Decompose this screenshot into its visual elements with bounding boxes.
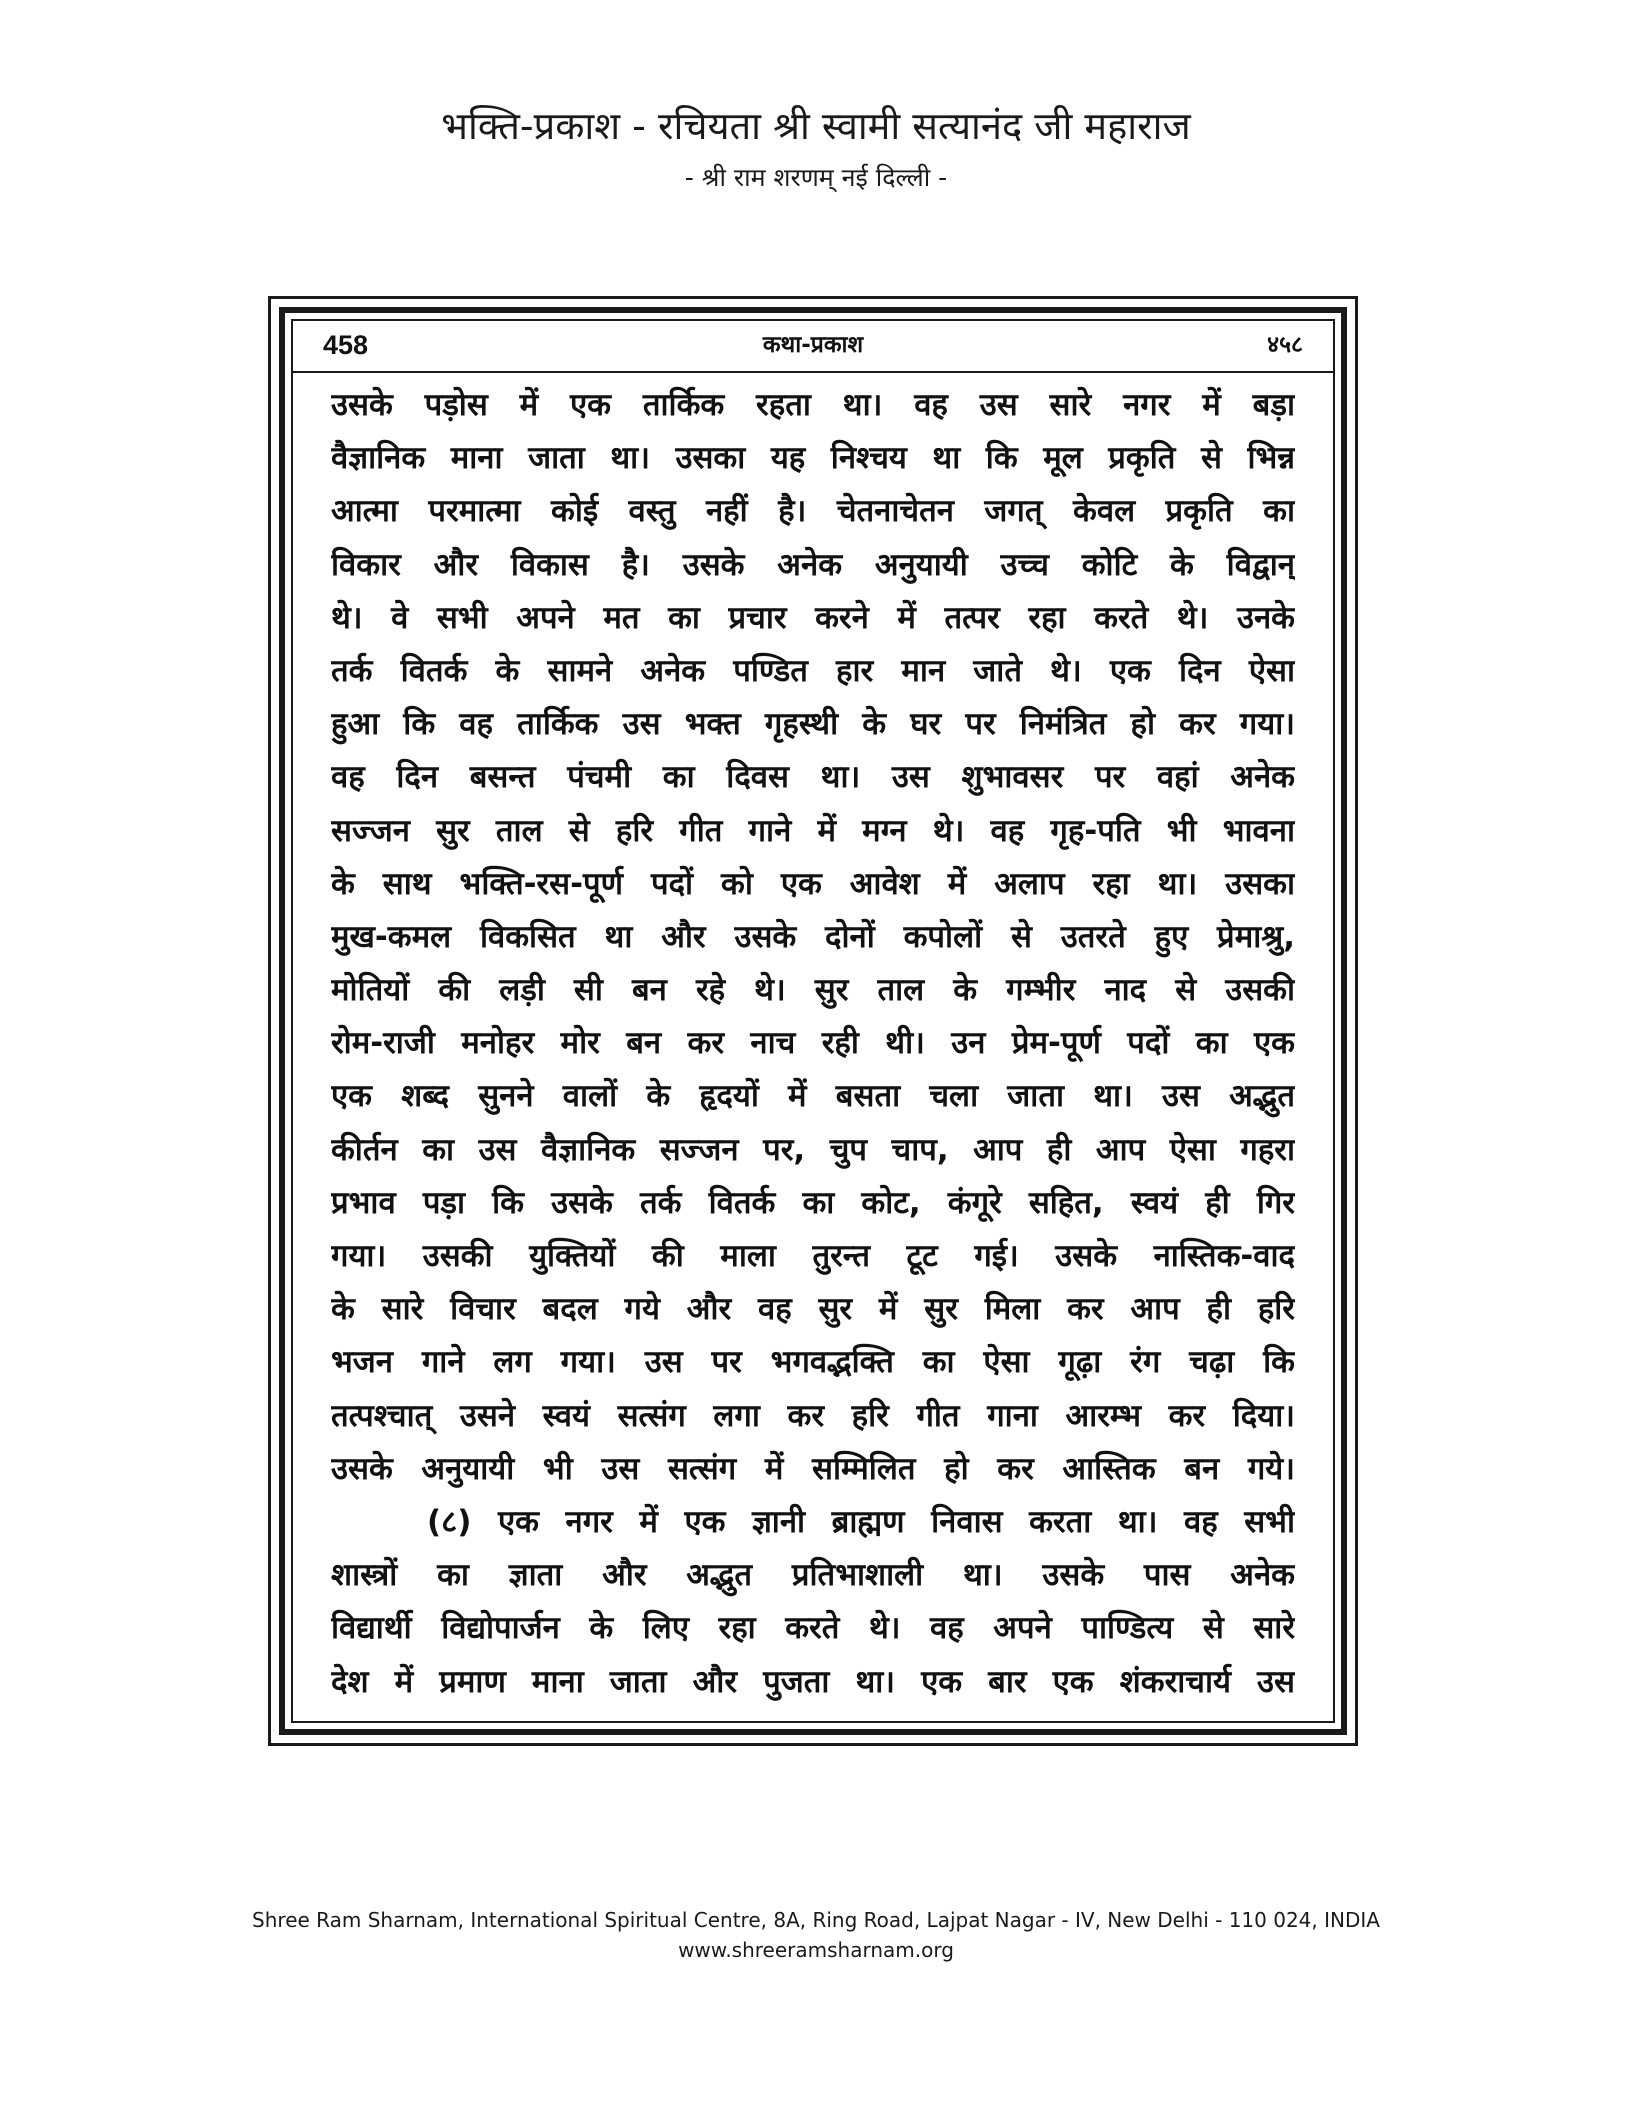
text-line: प्रभाव पड़ा कि उसके तर्क वितर्क का कोट, कंगूरे सहित, स्वयं ही गिर (331, 1184, 1295, 1221)
page-number-arabic: 458 (323, 330, 369, 360)
body-text (331, 379, 1295, 1709)
footer-website: www.shreeramsharnam.org (678, 1938, 954, 1962)
text-line: तर्क वितर्क के सामने अनेक पण्डित हार मान जाते थे। एक दिन ऐसा (331, 652, 1295, 689)
text-line: उसके पड़ोस में एक तार्किक रहता था। वह उस सारे नगर में बड़ा (331, 387, 1295, 423)
publisher-line: - श्री राम शरणम् नई दिल्ली - (684, 163, 948, 192)
text-line: वैज्ञानिक माना जाता था। उसका यह निश्चय था कि मूल प्रकृति से भिन्न (331, 440, 1295, 477)
text-line: थे। वे सभी अपने मत का प्रचार करने में तत्पर रहा करते थे। उनके (331, 599, 1295, 636)
document-header (0, 100, 1632, 198)
text-line: मोतियों की लड़ी सी बन रहे थे। सुर ताल के गम्भीर नाद से उसकी (331, 972, 1295, 1009)
page-number-devanagari: ४५८ (1267, 332, 1303, 358)
footer-address: Shree Ram Sharnam, International Spiritual Centre, 8A, Ring Road, Lajpat Nagar - IV, New Delhi - 110 024, INDIA (252, 1908, 1380, 1932)
text-line: हुआ कि वह तार्किक उस भक्त गृहस्थी के घर पर निमंत्रित हो कर गया। (331, 706, 1295, 743)
text-line: रोम-राजी मनोहर मोर बन कर नाच रही थी। उन प्रेम-पूर्ण पदों का एक (331, 1025, 1295, 1062)
text-line: एक शब्द सुनने वालों के हृदयों में बसता चला जाता था। उस अद्भुत (331, 1078, 1295, 1115)
text-line: उसके अनुयायी भी उस सत्संग में सम्मिलित हो कर आस्तिक बन गये। (331, 1450, 1295, 1487)
text-line: देश में प्रमाण माना जाता और पुजता था। एक बार एक शंकराचार्य उस (331, 1663, 1295, 1700)
text-line: विकार और विकास है। उसके अनेक अनुयायी उच्च कोटि के विद्वान् (331, 546, 1295, 583)
text-line: गया। उसकी युक्तियों की माला तुरन्त टूट गई। उसके नास्तिक-वाद (331, 1238, 1295, 1274)
running-header (293, 321, 1333, 373)
text-line: विद्यार्थी विद्योपार्जन के लिए रहा करते थे। वह अपने पाण्डित्य से सारे (331, 1610, 1295, 1647)
page-content (291, 319, 1335, 1723)
paragraph-start-line: (८) एक नगर में एक ज्ञानी ब्राह्मण निवास करता था। वह सभी (427, 1503, 1295, 1540)
document-footer (0, 1905, 1632, 1965)
text-line: तत्पश्चात् उसने स्वयं सत्संग लगा कर हरि गीत गाना आरम्भ कर दिया। (331, 1397, 1295, 1434)
page-frame-border (279, 307, 1347, 1735)
text-line: आत्मा परमात्मा कोई वस्तु नहीं है। चेतनाचेतन जगत् केवल प्रकृति का (331, 493, 1295, 530)
text-line: सज्जन सुर ताल से हरि गीत गाने में मग्न थे। वह गृह-पति भी भावना (331, 812, 1295, 849)
text-line: शास्त्रों का ज्ञाता और अद्भुत प्रतिभाशाली था। उसके पास अनेक (331, 1557, 1295, 1594)
text-line: के साथ भक्ति-रस-पूर्ण पदों को एक आवेश में अलाप रहा था। उसका (331, 865, 1295, 902)
text-line: भजन गाने लग गया। उस पर भगवद्भक्ति का ऐसा गूढ़ा रंग चढ़ा कि (331, 1344, 1295, 1381)
text-line: वह दिन बसन्त पंचमी का दिवस था। उस शुभावसर पर वहां अनेक (331, 759, 1295, 796)
text-line: के सारे विचार बदल गये और वह सुर में सुर मिला कर आप ही हरि (331, 1291, 1295, 1328)
page-frame (268, 296, 1358, 1746)
text-line: कीर्तन का उस वैज्ञानिक सज्जन पर, चुप चाप, आप ही आप ऐसा गहरा (331, 1131, 1295, 1168)
chapter-title: कथा-प्रकाश (762, 332, 864, 358)
text-line: मुख-कमल विकसित था और उसके दोनों कपोलों से उतरते हुए प्रेमाश्रु, (331, 918, 1295, 955)
book-title: भक्ति-प्रकाश - रचियता श्री स्वामी सत्यानंद जी महाराज (441, 104, 1191, 148)
